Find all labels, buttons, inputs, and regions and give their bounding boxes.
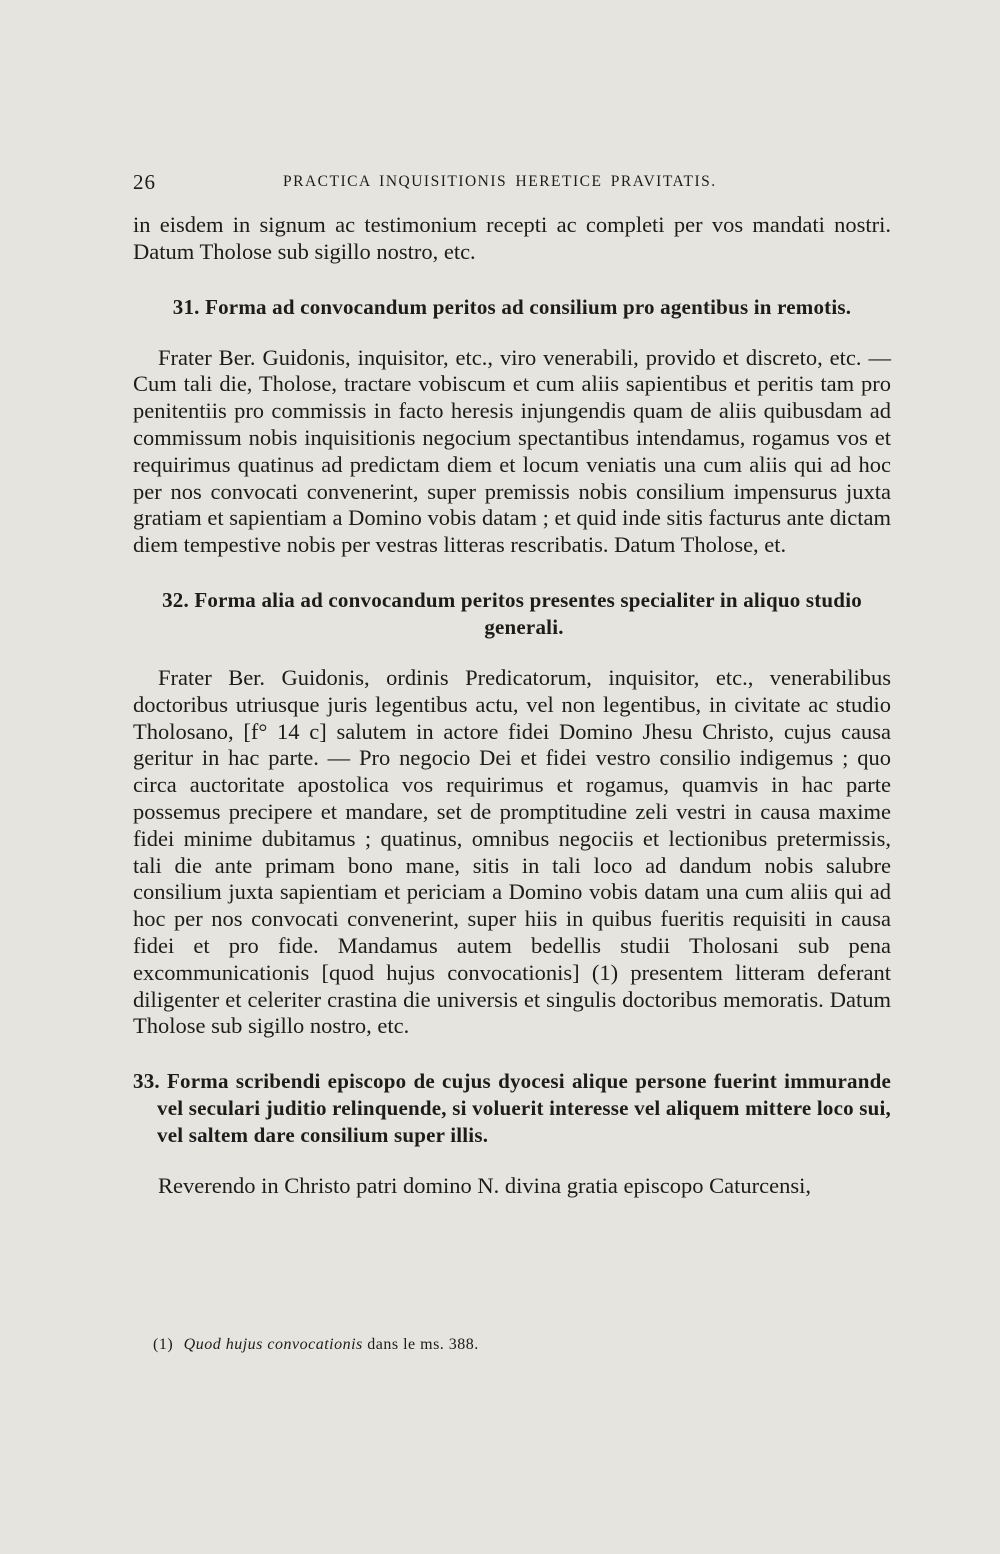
page-number: 26 — [133, 170, 156, 194]
section-heading-32: 32. Forma alia ad convocandum peritos presentes specialiter in aliquo studio generali. — [162, 587, 862, 639]
paragraph-letter-33: Reverendo in Christo patri domino N. divina gratia episcopo Caturcensi, — [158, 1173, 811, 1199]
paragraph-letter-32: Frater Ber. Guidonis, ordinis Predicatorum, inquisitor, etc., venerabilibus doctoribus utriusque juris legentibus actu, vel non legentibus, in civitate ac studio Tholosano, [f° 14 c] salutem in actore fidei Domino Jhesu Christo, cujus causa geritur in hac parte. — Pro negocio Dei et fidei vestro consilio indigemus ; quo circa auctoritate apostolica vos requirimus et rogamus, quamvis in hac parte possemus precipere et mandare, set de promptitudine zeli vestri in causa maxime fidei minime dubitamus ; quatinus, omnibus negociis et lectionibus pretermissis, tali die ante primam bono mane, sitis in tali loco ad dandum nobis salubre consilium juxta sapientiam et periciam a Domino vobis datam una cum aliis qui ad hoc per nos convocati convenerint, super hiis in quibus fueritis requisiti in causa fidei et pro fide. Mandamus autem bedellis studii Tholosani sub pena excommunicationis [quod hujus convocationis] (1) presentem litteram deferant diligenter et celeriter crastina die universis et singulis doctoribus memoratis. Datum Tholose sub sigillo nostro, etc. — [133, 664, 891, 1039]
running-title: PRACTICA INQUISITIONIS HERETICE PRAVITATIS. — [283, 173, 717, 190]
paragraph-letter-31: Frater Ber. Guidonis, inquisitor, etc., viro venerabili, provido et discreto, etc. — Cum tali die, Tholose, tractare vobiscum et cum aliis sapientibus et peritis tam pro penitentiis pro commissis in facto heresis injungendis quam de aliis quibusdam ad commissum nobis inquisitionis negocium spectantibus intendamus, rogamus vos et requirimus quatinus ad predictam diem et locum veniatis una cum aliis qui ad hoc per nos convocati convenerint, super premissis nobis consilium impensurus juxta gratiam et sapientiam a Domino vobis datam ; et quid inde sitis facturus ante dictam diem tempestive nobis per vestras litteras rescribatis. Datum Tholose, et. — [133, 344, 891, 558]
page-body — [133, 212, 891, 1200]
page-header — [133, 170, 891, 194]
footnote — [153, 1336, 753, 1354]
section-heading-31: 31. Forma ad convocandum peritos ad consilium pro agentibus in remotis. — [172, 294, 852, 319]
footnote-text: dans le ms. 388. — [367, 1336, 479, 1353]
footnote-italic-text: Quod hujus convocationis — [183, 1336, 363, 1353]
paragraph-continuation: in eisdem in signum ac testimonium recepti ac completi per vos mandati nostri. Datum Tholose sub sigillo nostro, etc. — [133, 212, 891, 264]
footnote-marker: (1) — [153, 1336, 174, 1353]
section-heading-33: 33. Forma scribendi episcopo de cujus dyocesi alique persone fuerint immurande vel seculari juditio relinquende, si voluerit interesse vel aliquem mittere loco sui, vel saltem dare consilium super illis. — [133, 1069, 891, 1148]
